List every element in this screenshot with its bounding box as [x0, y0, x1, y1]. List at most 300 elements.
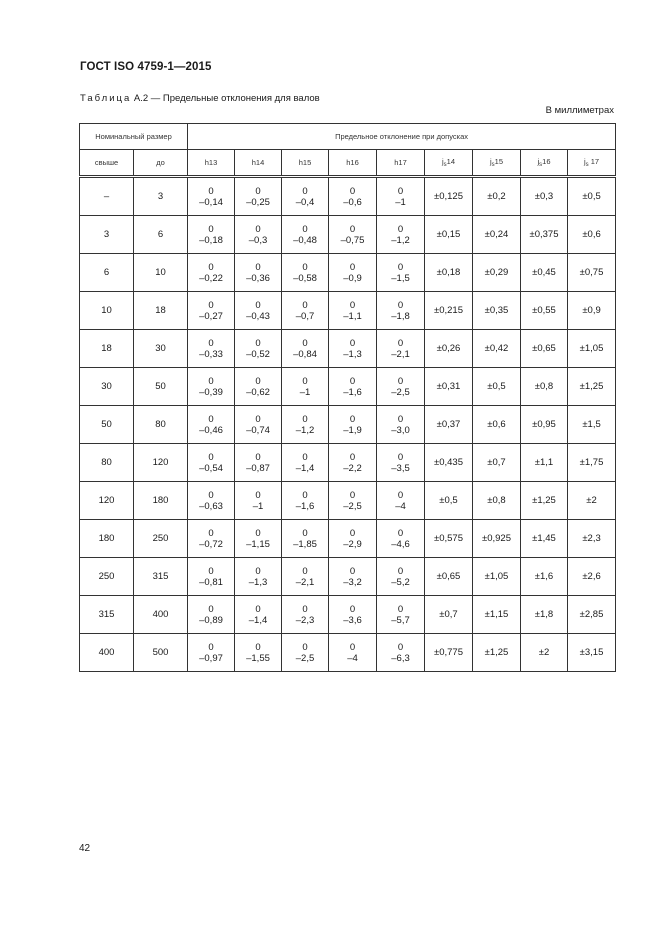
- upper-deviation: 0: [208, 223, 214, 235]
- tolerance-base: j: [489, 157, 492, 166]
- cell-h-deviation: [235, 444, 282, 482]
- upper-deviation: 0: [255, 565, 261, 577]
- upper-deviation: 0: [302, 375, 308, 387]
- cell-h-deviation: [329, 368, 377, 406]
- cell-h-deviation: [377, 330, 425, 368]
- page-number: 42: [79, 843, 91, 854]
- deviation-table: [79, 123, 616, 672]
- upper-deviation: 0: [208, 451, 214, 463]
- cell-h-deviation: [282, 368, 329, 406]
- cell-h-deviation: [377, 292, 425, 330]
- cell-h-deviation: [282, 596, 329, 634]
- cell-h-deviation: [377, 254, 425, 292]
- cell-js-deviation: ±0,18: [425, 254, 473, 292]
- cell-js-deviation: ±0,95: [521, 406, 568, 444]
- upper-deviation: 0: [397, 299, 404, 311]
- cell-js-deviation: ±1,25: [521, 482, 568, 520]
- header-nominal-size: Номинальный размер: [80, 124, 188, 150]
- caption-text: А.2 — Предельные отклонения для валов: [133, 93, 320, 104]
- cell-js-deviation: ±0,35: [473, 292, 521, 330]
- cell-js-deviation: ±2: [521, 634, 568, 672]
- upper-deviation: 0: [255, 261, 261, 273]
- cell-h-deviation: [188, 216, 235, 254]
- cell-js-deviation: ±2,6: [568, 558, 616, 596]
- cell-js-deviation: ±0,6: [473, 406, 521, 444]
- cell-js-deviation: ±0,3: [521, 177, 568, 216]
- cell-js-deviation: ±2,85: [568, 596, 616, 634]
- upper-deviation: 0: [349, 451, 356, 463]
- cell-h-deviation: [188, 177, 235, 216]
- upper-deviation: 0: [255, 375, 261, 387]
- lower-deviation: –1: [252, 500, 264, 512]
- cell-js-deviation: ±3,15: [568, 634, 616, 672]
- cell-h-deviation: [188, 634, 235, 672]
- header-tolerance-js: [568, 150, 616, 177]
- upper-deviation: 0: [349, 223, 356, 235]
- cell-h-deviation: [235, 254, 282, 292]
- upper-deviation: 0: [397, 337, 404, 349]
- tolerance-grade: 14: [446, 157, 455, 166]
- table-row: [80, 330, 616, 368]
- lower-deviation: –4: [347, 652, 358, 664]
- cell-h-deviation: [377, 634, 425, 672]
- cell-h-deviation: [377, 596, 425, 634]
- upper-deviation: 0: [349, 527, 356, 539]
- cell-to: 180: [134, 482, 188, 520]
- cell-h-deviation: [377, 520, 425, 558]
- cell-js-deviation: ±0,575: [425, 520, 473, 558]
- header-over: свыше: [80, 150, 134, 177]
- cell-h-deviation: [188, 406, 235, 444]
- upper-deviation: 0: [208, 641, 214, 653]
- lower-deviation: –0,36: [246, 272, 270, 284]
- header-tolerance: h16: [329, 150, 377, 177]
- lower-deviation: –1,5: [391, 272, 410, 284]
- lower-deviation: –0,27: [199, 310, 223, 322]
- upper-deviation: 0: [397, 185, 404, 197]
- cell-h-deviation: [329, 216, 377, 254]
- table-row: [80, 596, 616, 634]
- upper-deviation: 0: [302, 185, 308, 197]
- cell-h-deviation: [282, 330, 329, 368]
- cell-js-deviation: ±0,75: [568, 254, 616, 292]
- cell-js-deviation: ±1,15: [473, 596, 521, 634]
- upper-deviation: 0: [255, 413, 261, 425]
- cell-h-deviation: [282, 177, 329, 216]
- lower-deviation: –0,89: [199, 614, 223, 626]
- upper-deviation: 0: [255, 185, 261, 197]
- cell-over: 6: [80, 254, 134, 292]
- cell-js-deviation: ±0,9: [568, 292, 616, 330]
- cell-h-deviation: [282, 216, 329, 254]
- upper-deviation: 0: [302, 451, 308, 463]
- upper-deviation: 0: [397, 223, 404, 235]
- cell-to: 30: [134, 330, 188, 368]
- table-body: [80, 177, 616, 672]
- lower-deviation: –0,62: [246, 386, 270, 398]
- upper-deviation: 0: [208, 299, 214, 311]
- lower-deviation: –1,15: [246, 538, 270, 550]
- cell-js-deviation: ±0,775: [425, 634, 473, 672]
- cell-to: 315: [134, 558, 188, 596]
- cell-over: 400: [80, 634, 134, 672]
- lower-deviation: –0,84: [293, 348, 317, 360]
- lower-deviation: –2,5: [391, 386, 410, 398]
- upper-deviation: 0: [397, 565, 404, 577]
- cell-h-deviation: [377, 482, 425, 520]
- cell-h-deviation: [235, 596, 282, 634]
- cell-to: 10: [134, 254, 188, 292]
- upper-deviation: 0: [397, 261, 404, 273]
- lower-deviation: –0,58: [293, 272, 317, 284]
- lower-deviation: –1,1: [343, 310, 362, 322]
- upper-deviation: 0: [349, 299, 356, 311]
- upper-deviation: 0: [302, 299, 308, 311]
- upper-deviation: 0: [208, 261, 214, 273]
- cell-over: 80: [80, 444, 134, 482]
- cell-h-deviation: [188, 254, 235, 292]
- cell-h-deviation: [377, 368, 425, 406]
- cell-js-deviation: ±0,125: [425, 177, 473, 216]
- lower-deviation: –0,39: [199, 386, 223, 398]
- cell-js-deviation: ±0,24: [473, 216, 521, 254]
- cell-over: 315: [80, 596, 134, 634]
- cell-h-deviation: [377, 177, 425, 216]
- cell-h-deviation: [377, 406, 425, 444]
- lower-deviation: –0,97: [199, 652, 223, 664]
- cell-to: 6: [134, 216, 188, 254]
- upper-deviation: 0: [208, 603, 214, 615]
- cell-js-deviation: ±0,2: [473, 177, 521, 216]
- cell-h-deviation: [282, 634, 329, 672]
- cell-h-deviation: [188, 368, 235, 406]
- table-caption: [80, 93, 320, 104]
- lower-deviation: –0,33: [199, 348, 223, 360]
- upper-deviation: 0: [302, 641, 308, 653]
- lower-deviation: –2,1: [295, 576, 315, 588]
- cell-js-deviation: ±2: [568, 482, 616, 520]
- upper-deviation: 0: [208, 565, 214, 577]
- upper-deviation: 0: [349, 413, 356, 425]
- upper-deviation: 0: [302, 261, 308, 273]
- cell-h-deviation: [188, 520, 235, 558]
- lower-deviation: –2,1: [391, 348, 410, 360]
- tolerance-grade: 15: [494, 157, 503, 166]
- table-row: [80, 216, 616, 254]
- cell-js-deviation: ±0,55: [521, 292, 568, 330]
- header-tolerance-js: [425, 150, 473, 177]
- document-header: ГОСТ ISO 4759-1—2015: [80, 61, 212, 73]
- upper-deviation: 0: [255, 223, 261, 235]
- lower-deviation: –3,5: [391, 462, 410, 474]
- lower-deviation: –0,4: [295, 196, 315, 208]
- cell-over: 18: [80, 330, 134, 368]
- cell-js-deviation: ±0,5: [425, 482, 473, 520]
- cell-over: 50: [80, 406, 134, 444]
- table-row: [80, 634, 616, 672]
- upper-deviation: 0: [208, 527, 214, 539]
- upper-deviation: 0: [302, 223, 308, 235]
- upper-deviation: 0: [349, 337, 356, 349]
- cell-h-deviation: [377, 558, 425, 596]
- tolerance-base: j: [537, 157, 540, 166]
- cell-h-deviation: [329, 596, 377, 634]
- cell-js-deviation: ±0,7: [425, 596, 473, 634]
- cell-h-deviation: [329, 330, 377, 368]
- upper-deviation: 0: [255, 603, 261, 615]
- cell-over: 30: [80, 368, 134, 406]
- upper-deviation: 0: [208, 337, 214, 349]
- cell-h-deviation: [282, 406, 329, 444]
- cell-h-deviation: [329, 444, 377, 482]
- cell-js-deviation: ±1,6: [521, 558, 568, 596]
- table-row: [80, 444, 616, 482]
- cell-js-deviation: ±0,45: [521, 254, 568, 292]
- cell-over: 3: [80, 216, 134, 254]
- tolerance-base: j: [441, 157, 444, 166]
- cell-js-deviation: ±1,25: [568, 368, 616, 406]
- cell-h-deviation: [235, 368, 282, 406]
- cell-h-deviation: [282, 444, 329, 482]
- upper-deviation: 0: [397, 603, 404, 615]
- cell-js-deviation: ±0,215: [425, 292, 473, 330]
- header-limit-deviation: Предельное отклонение при допусках: [188, 124, 616, 150]
- upper-deviation: 0: [302, 337, 308, 349]
- upper-deviation: 0: [255, 527, 261, 539]
- lower-deviation: –0,18: [199, 234, 223, 246]
- cell-h-deviation: [188, 292, 235, 330]
- tolerance-subscript: s: [491, 162, 495, 168]
- cell-js-deviation: ±0,15: [425, 216, 473, 254]
- upper-deviation: 0: [349, 261, 356, 273]
- cell-h-deviation: [188, 444, 235, 482]
- upper-deviation: 0: [255, 451, 261, 463]
- cell-h-deviation: [188, 482, 235, 520]
- table-row: [80, 368, 616, 406]
- lower-deviation: –1,6: [295, 500, 315, 512]
- cell-to: 18: [134, 292, 188, 330]
- cell-h-deviation: [329, 558, 377, 596]
- cell-js-deviation: ±0,65: [425, 558, 473, 596]
- upper-deviation: 0: [302, 413, 308, 425]
- lower-deviation: –1,8: [391, 310, 410, 322]
- upper-deviation: 0: [255, 337, 261, 349]
- lower-deviation: –3,0: [391, 424, 410, 436]
- header-tolerance: h17: [377, 150, 425, 177]
- cell-js-deviation: ±1,5: [568, 406, 616, 444]
- upper-deviation: 0: [397, 413, 404, 425]
- lower-deviation: –1,3: [343, 348, 362, 360]
- lower-deviation: –0,25: [246, 196, 270, 208]
- upper-deviation: 0: [349, 375, 356, 387]
- lower-deviation: –0,48: [293, 234, 317, 246]
- cell-to: 80: [134, 406, 188, 444]
- cell-over: 10: [80, 292, 134, 330]
- lower-deviation: –1: [395, 196, 406, 208]
- cell-js-deviation: ±1,8: [521, 596, 568, 634]
- lower-deviation: –3,2: [343, 576, 362, 588]
- upper-deviation: 0: [397, 489, 404, 501]
- cell-js-deviation: ±0,925: [473, 520, 521, 558]
- lower-deviation: –0,81: [199, 576, 223, 588]
- upper-deviation: 0: [302, 527, 308, 539]
- cell-js-deviation: ±0,31: [425, 368, 473, 406]
- lower-deviation: –0,54: [199, 462, 223, 474]
- table-row: [80, 177, 616, 216]
- upper-deviation: 0: [208, 489, 214, 501]
- cell-to: 500: [134, 634, 188, 672]
- lower-deviation: –0,52: [246, 348, 270, 360]
- upper-deviation: 0: [349, 565, 356, 577]
- upper-deviation: 0: [349, 641, 356, 653]
- cell-over: 120: [80, 482, 134, 520]
- lower-deviation: –2,2: [343, 462, 362, 474]
- cell-js-deviation: ±0,26: [425, 330, 473, 368]
- cell-over: 250: [80, 558, 134, 596]
- lower-deviation: –2,9: [343, 538, 362, 550]
- table-row: [80, 482, 616, 520]
- lower-deviation: –1,55: [246, 652, 270, 664]
- cell-h-deviation: [329, 482, 377, 520]
- upper-deviation: 0: [397, 641, 404, 653]
- lower-deviation: –1,9: [343, 424, 362, 436]
- tolerance-base: j: [583, 157, 586, 166]
- lower-deviation: –4: [395, 500, 406, 512]
- upper-deviation: 0: [349, 603, 356, 615]
- cell-h-deviation: [329, 177, 377, 216]
- lower-deviation: –0,72: [199, 538, 223, 550]
- lower-deviation: –1,4: [248, 614, 268, 626]
- lower-deviation: –0,14: [199, 196, 223, 208]
- table-row: [80, 558, 616, 596]
- cell-h-deviation: [235, 520, 282, 558]
- table-row: [80, 292, 616, 330]
- cell-js-deviation: ±1,05: [473, 558, 521, 596]
- cell-js-deviation: ±0,8: [473, 482, 521, 520]
- cell-js-deviation: ±2,3: [568, 520, 616, 558]
- lower-deviation: –1,2: [295, 424, 315, 436]
- upper-deviation: 0: [349, 185, 356, 197]
- lower-deviation: –5,2: [391, 576, 410, 588]
- upper-deviation: 0: [255, 299, 261, 311]
- cell-js-deviation: ±1,25: [473, 634, 521, 672]
- cell-h-deviation: [188, 330, 235, 368]
- upper-deviation: 0: [397, 451, 404, 463]
- upper-deviation: 0: [302, 489, 308, 501]
- lower-deviation: –1: [299, 386, 311, 398]
- header-tolerance-js: [473, 150, 521, 177]
- cell-h-deviation: [329, 634, 377, 672]
- upper-deviation: 0: [349, 489, 356, 501]
- cell-to: 3: [134, 177, 188, 216]
- cell-h-deviation: [235, 482, 282, 520]
- cell-h-deviation: [329, 254, 377, 292]
- cell-h-deviation: [282, 254, 329, 292]
- header-tolerance-js: [521, 150, 568, 177]
- cell-js-deviation: ±0,29: [473, 254, 521, 292]
- units-label: В миллиметрах: [545, 105, 614, 116]
- lower-deviation: –0,87: [246, 462, 270, 474]
- cell-js-deviation: ±0,5: [568, 177, 616, 216]
- lower-deviation: –0,7: [295, 310, 315, 322]
- cell-js-deviation: ±1,1: [521, 444, 568, 482]
- cell-h-deviation: [235, 406, 282, 444]
- lower-deviation: –0,74: [246, 424, 270, 436]
- lower-deviation: –4,6: [391, 538, 410, 550]
- cell-h-deviation: [188, 558, 235, 596]
- upper-deviation: 0: [208, 185, 214, 197]
- cell-h-deviation: [188, 596, 235, 634]
- table-row: [80, 520, 616, 558]
- upper-deviation: 0: [255, 641, 261, 653]
- cell-to: 120: [134, 444, 188, 482]
- lower-deviation: –0,22: [199, 272, 223, 284]
- lower-deviation: –0,43: [246, 310, 270, 322]
- upper-deviation: 0: [208, 375, 214, 387]
- cell-js-deviation: ±0,8: [521, 368, 568, 406]
- lower-deviation: –1,3: [248, 576, 268, 588]
- caption-prefix: Таблица: [80, 93, 132, 104]
- upper-deviation: 0: [302, 565, 308, 577]
- tolerance-subscript: s: [443, 162, 447, 168]
- cell-h-deviation: [329, 292, 377, 330]
- cell-js-deviation: ±1,05: [568, 330, 616, 368]
- lower-deviation: –2,5: [343, 500, 362, 512]
- cell-over: 180: [80, 520, 134, 558]
- table-row: [80, 254, 616, 292]
- cell-h-deviation: [282, 558, 329, 596]
- cell-to: 400: [134, 596, 188, 634]
- tolerance-subscript: s: [585, 162, 589, 168]
- header-to: до: [134, 150, 188, 177]
- tolerance-grade: 17: [588, 157, 600, 166]
- lower-deviation: –0,46: [199, 424, 223, 436]
- lower-deviation: –0,3: [248, 234, 268, 246]
- lower-deviation: –1,4: [295, 462, 315, 474]
- upper-deviation: 0: [302, 603, 308, 615]
- header-tolerance: h13: [188, 150, 235, 177]
- cell-js-deviation: ±0,7: [473, 444, 521, 482]
- cell-js-deviation: ±0,5: [473, 368, 521, 406]
- lower-deviation: –1,6: [343, 386, 362, 398]
- cell-js-deviation: ±1,45: [521, 520, 568, 558]
- cell-h-deviation: [329, 406, 377, 444]
- header-tolerance: h15: [282, 150, 329, 177]
- cell-js-deviation: ±0,6: [568, 216, 616, 254]
- lower-deviation: –1,2: [391, 234, 410, 246]
- lower-deviation: –2,3: [295, 614, 315, 626]
- cell-h-deviation: [235, 558, 282, 596]
- cell-js-deviation: ±0,37: [425, 406, 473, 444]
- cell-to: 250: [134, 520, 188, 558]
- lower-deviation: –0,9: [343, 272, 362, 284]
- tolerance-subscript: s: [539, 162, 543, 168]
- lower-deviation: –5,7: [391, 614, 410, 626]
- upper-deviation: 0: [255, 489, 261, 501]
- cell-js-deviation: ±0,375: [521, 216, 568, 254]
- lower-deviation: –6,3: [391, 652, 410, 664]
- cell-h-deviation: [329, 520, 377, 558]
- upper-deviation: 0: [397, 527, 404, 539]
- cell-h-deviation: [282, 292, 329, 330]
- cell-h-deviation: [282, 482, 329, 520]
- cell-h-deviation: [235, 292, 282, 330]
- cell-js-deviation: ±1,75: [568, 444, 616, 482]
- lower-deviation: –0,6: [343, 196, 362, 208]
- lower-deviation: –1,85: [293, 538, 317, 550]
- upper-deviation: 0: [208, 413, 214, 425]
- lower-deviation: –2,5: [295, 652, 315, 664]
